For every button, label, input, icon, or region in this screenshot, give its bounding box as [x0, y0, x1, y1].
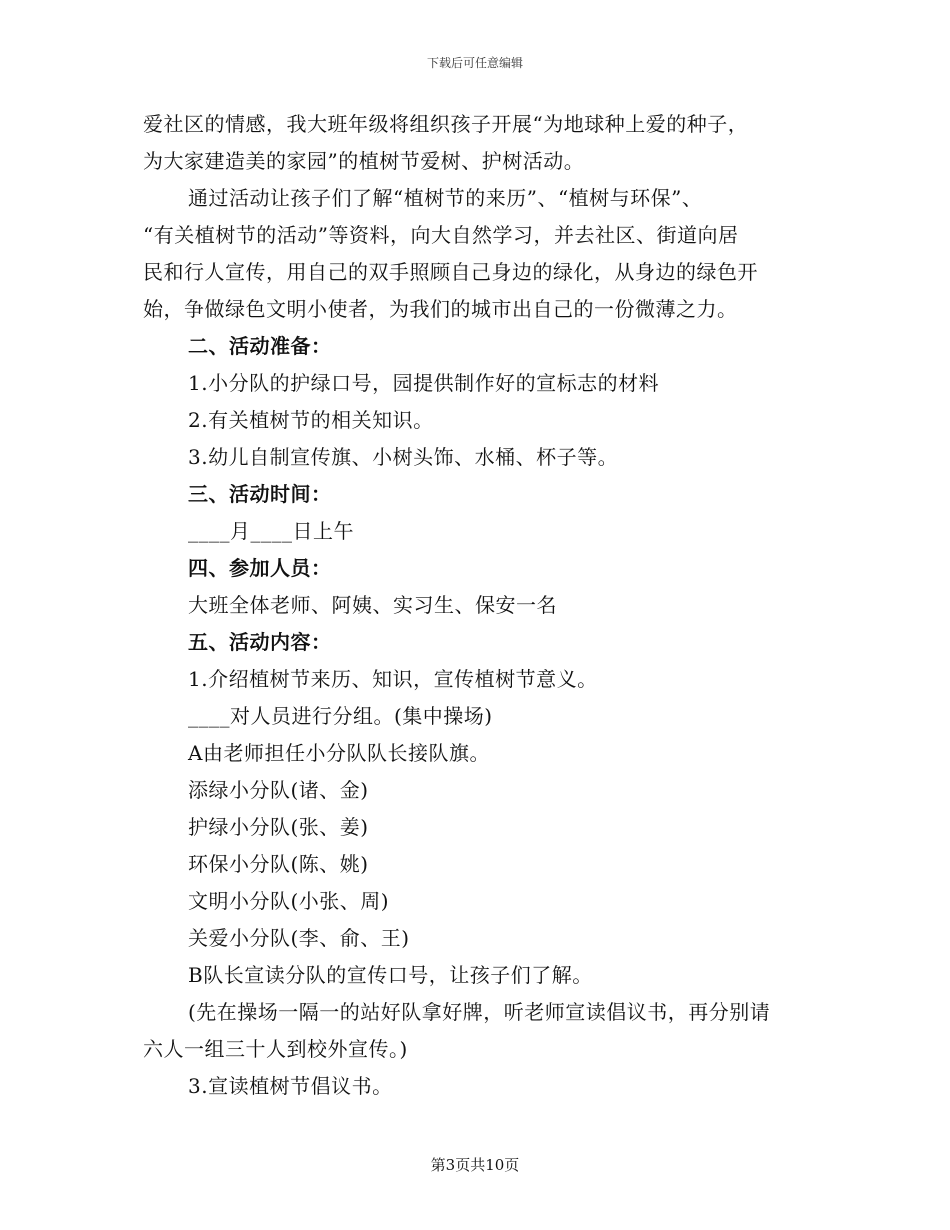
- paragraph-line: 通过活动让孩子们了解“植树节的来历”、“植树与环保”、: [188, 186, 703, 210]
- team-item: 环保小分队(陈、姚): [188, 852, 369, 876]
- section-heading-content: 五、活动内容：: [188, 630, 332, 654]
- paragraph-line: 六人一组三十人到校外宣传。): [143, 1037, 408, 1061]
- list-item: ____对人员进行分组。(集中操场): [188, 704, 493, 728]
- paragraph-line: “有关植树节的活动”等资料，向大自然学习，并去社区、街道向居: [143, 223, 739, 247]
- document-body: [143, 106, 808, 1105]
- page-number-footer: 第3页共10页: [430, 1156, 520, 1174]
- team-item: 关爱小分队(李、俞、王): [188, 926, 410, 950]
- section-heading-preparation: 二、活动准备：: [188, 334, 332, 358]
- list-item: 3.宣读植树节倡议书。: [188, 1074, 393, 1098]
- paragraph-line: (先在操场一隔一的站好队拿好牌，听老师宣读倡议书，再分别请: [188, 1000, 771, 1024]
- list-item: B队长宣读分队的宣传口号，让孩子们了解。: [188, 963, 593, 987]
- participants-line: 大班全体老师、阿姨、实习生、保安一名: [188, 593, 557, 617]
- paragraph-line: 民和行人宣传，用自己的双手照顾自己身边的绿化，从身边的绿色开: [143, 260, 758, 284]
- list-item: 1.小分队的护绿口号，园提供制作好的宣标志的材料: [188, 371, 660, 395]
- time-blank-line: ____月____日上午: [188, 519, 354, 543]
- list-item: 2.有关植树节的相关知识。: [188, 408, 434, 432]
- paragraph-line: 为大家建造美的家园”的植树节爱树、护树活动。: [143, 149, 585, 173]
- section-heading-participants: 四、参加人员：: [188, 556, 332, 580]
- list-item: 3.幼儿自制宣传旗、小树头饰、水桶、杯子等。: [188, 445, 619, 469]
- paragraph-line: 始，争做绿色文明小使者，为我们的城市出自己的一份微薄之力。: [143, 297, 738, 321]
- team-item: 护绿小分队(张、姜): [188, 815, 369, 839]
- page-header-note: 下载后可任意编辑: [426, 56, 523, 70]
- paragraph-line: 爱社区的情感，我大班年级将组织孩子开展“为地球种上爱的种子，: [143, 112, 749, 136]
- team-item: 添绿小分队(诸、金): [188, 778, 369, 802]
- list-item: A由老师担任小分队队长接队旗。: [188, 741, 490, 765]
- section-heading-time: 三、活动时间：: [188, 482, 332, 506]
- list-item: 1.介绍植树节来历、知识，宣传植树节意义。: [188, 667, 598, 691]
- team-item: 文明小分队(小张、周): [188, 889, 390, 913]
